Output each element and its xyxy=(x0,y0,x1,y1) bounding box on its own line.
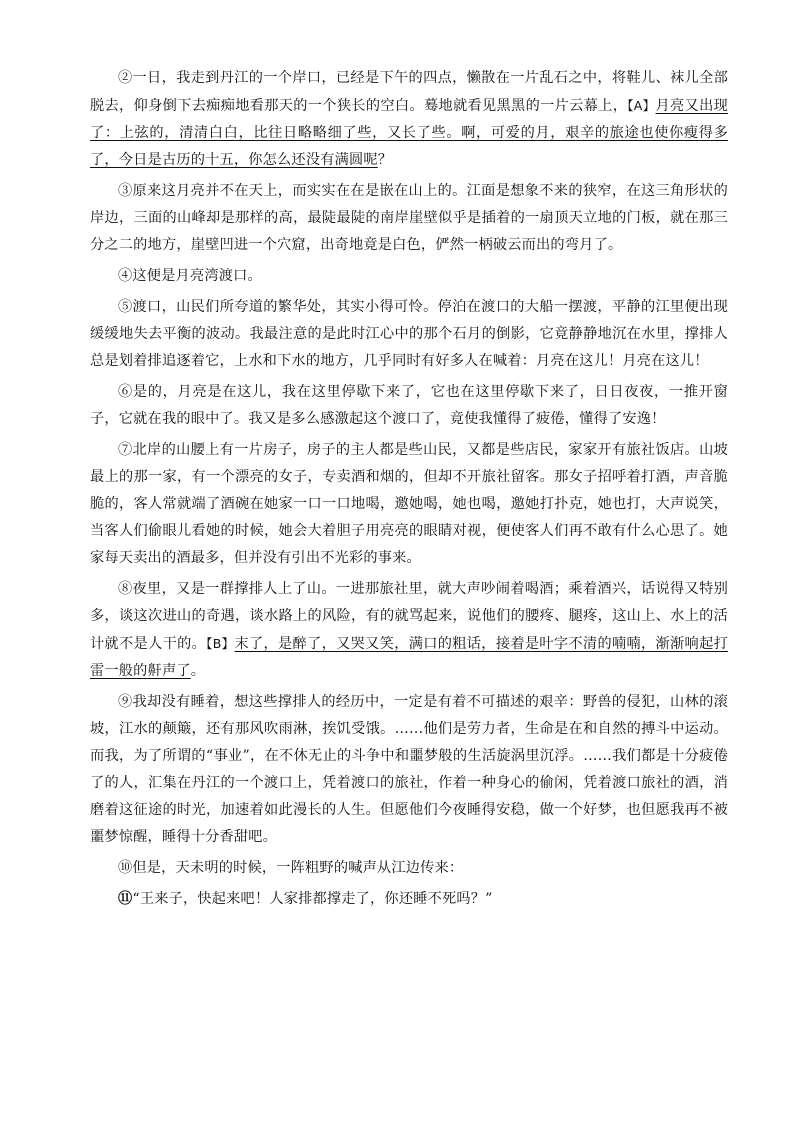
underlined-sentence-a: 月亮又出现了：上弦的，清清白白，比往日略略细了些，又长了些。啊，可爱的月，艰辛的旅途也使你瘦得多了，今日是古历的十五，你怎么还没有满圆呢 xyxy=(90,98,728,168)
paragraph-3: ③原来这月亮并不在天上，而实实在在是嵌在山上的。江面是想象不来的狭窄，在这三角形状的岸边，三面的山峰却是那样的高，最陡最陡的南岸崖壁似乎是插着的一扇顶天立地的门板，就在那三分之二的地方，崖壁凹进一个穴窟，出奇地竟是白色，俨然一柄破云而出的弯月了。 xyxy=(90,183,728,253)
paragraph-11-text: “王来子，快起来吧！人家排都撑走了，你还睡不死吗？” xyxy=(132,891,493,907)
paragraph-8-text: ⑧夜里，又是一群撑排人上了山。一进那旅社里，就大声吵闹着喝酒；乘着酒兴，话说得又特别多，谈这次进山的奇遇，谈水路上的风险，有的就骂起来，说他们的腰疼、腿疼，这山上、水上的活计就不是人干的。 xyxy=(90,581,728,652)
paragraph-2-end: ？ xyxy=(377,152,393,168)
paragraph-8-end: 。 xyxy=(190,663,206,679)
marker-b: 【B】 xyxy=(206,636,235,651)
paragraph-11-number: ⑪ xyxy=(118,891,133,907)
paragraph-11 xyxy=(90,886,728,913)
paragraph-9: ⑨我却没有睡着，想这些撑排人的经历中，一定是有着不可描述的艰辛：野兽的侵犯，山林的滚坡，江水的颠簸，还有那风吹雨淋，挨饥受饿。……他们是劳力者，生命是在和自然的搏斗中运动。而我，为了所谓的“事业”，在不休无止的斗争中和噩梦般的生活旋涡里沉浮。……我们都是十分疲倦了的人，汇集在丹江的一个渡口上，凭着渡口的旅社，作着一种身心的偷闲，凭着渡口旅社的酒，消磨着这征途的时光，加速着如此漫长的人生。但愿他们今夜睡得安稳，做一个好梦，也但愿我再不被噩梦惊醒，睡得十分香甜吧。 xyxy=(90,694,728,845)
underlined-sentence-b: 末了，是醉了，又哭又笑，满口的粗话，接着是叶字不清的喃喃，渐渐响起打雷一般的鼾声了 xyxy=(90,636,728,679)
paragraph-2-text: ②一日，我走到丹江的一个岸口，已经是下午的四点，懒散在一片乱石之中，将鞋儿、袜儿全部脱去，仰身倒下去痴痴地看那天的一个狭长的空白。蓦地就看见黑黑的一片云幕上， xyxy=(90,70,728,114)
paragraph-2 xyxy=(90,65,728,174)
paragraph-7: ⑦北岸的山腰上有一片房子，房子的主人都是些山民，又都是些店民，家家开有旅社饭店。山坡最上的那一家，有一个漂亮的女子，专卖酒和烟的，但却不开旅社留客。那女子招呼着打酒，声音脆脆的，客人常就端了酒碗在她家一口一口地喝，邀她喝，她也喝，邀她打扑克，她也打，大声说笑，当客人们偷眼儿看她的时候，她会大着胆子用亮亮的眼睛对视，便使客人们再不敢有什么心思了。她家每天卖出的酒最多，但并没有引出不光彩的事来。 xyxy=(90,442,728,566)
paragraph-8 xyxy=(90,576,728,685)
paragraph-5: ⑤渡口，山民们所夸道的繁华处，其实小得可怜。停泊在渡口的大船一摆渡，平静的江里便出现缓缓地失去平衡的波动。我最注意的是此时江心中的那个石月的倒影，它竟静静地沉在水里，撑排人总是划着排追逐着它，上水和下水的地方，几乎同时有好多人在喊着：月亮在这儿！月亮在这儿！ xyxy=(90,299,728,369)
paragraph-4: ④这便是月亮湾渡口。 xyxy=(118,268,262,284)
paragraph-6: ⑥是的，月亮是在这儿，我在这里停歇下来了，它也在这里停歇下来了，日日夜夜，一推开窗子，它就在我的眼中了。我又是多么感激起这个渡口了，竟使我懂得了疲倦，懂得了安逸！ xyxy=(90,384,728,427)
marker-a: 【A】 xyxy=(627,98,656,113)
paragraph-10: ⑩但是，天未明的时候，一阵粗野的喊声从江边传来： xyxy=(118,860,464,876)
